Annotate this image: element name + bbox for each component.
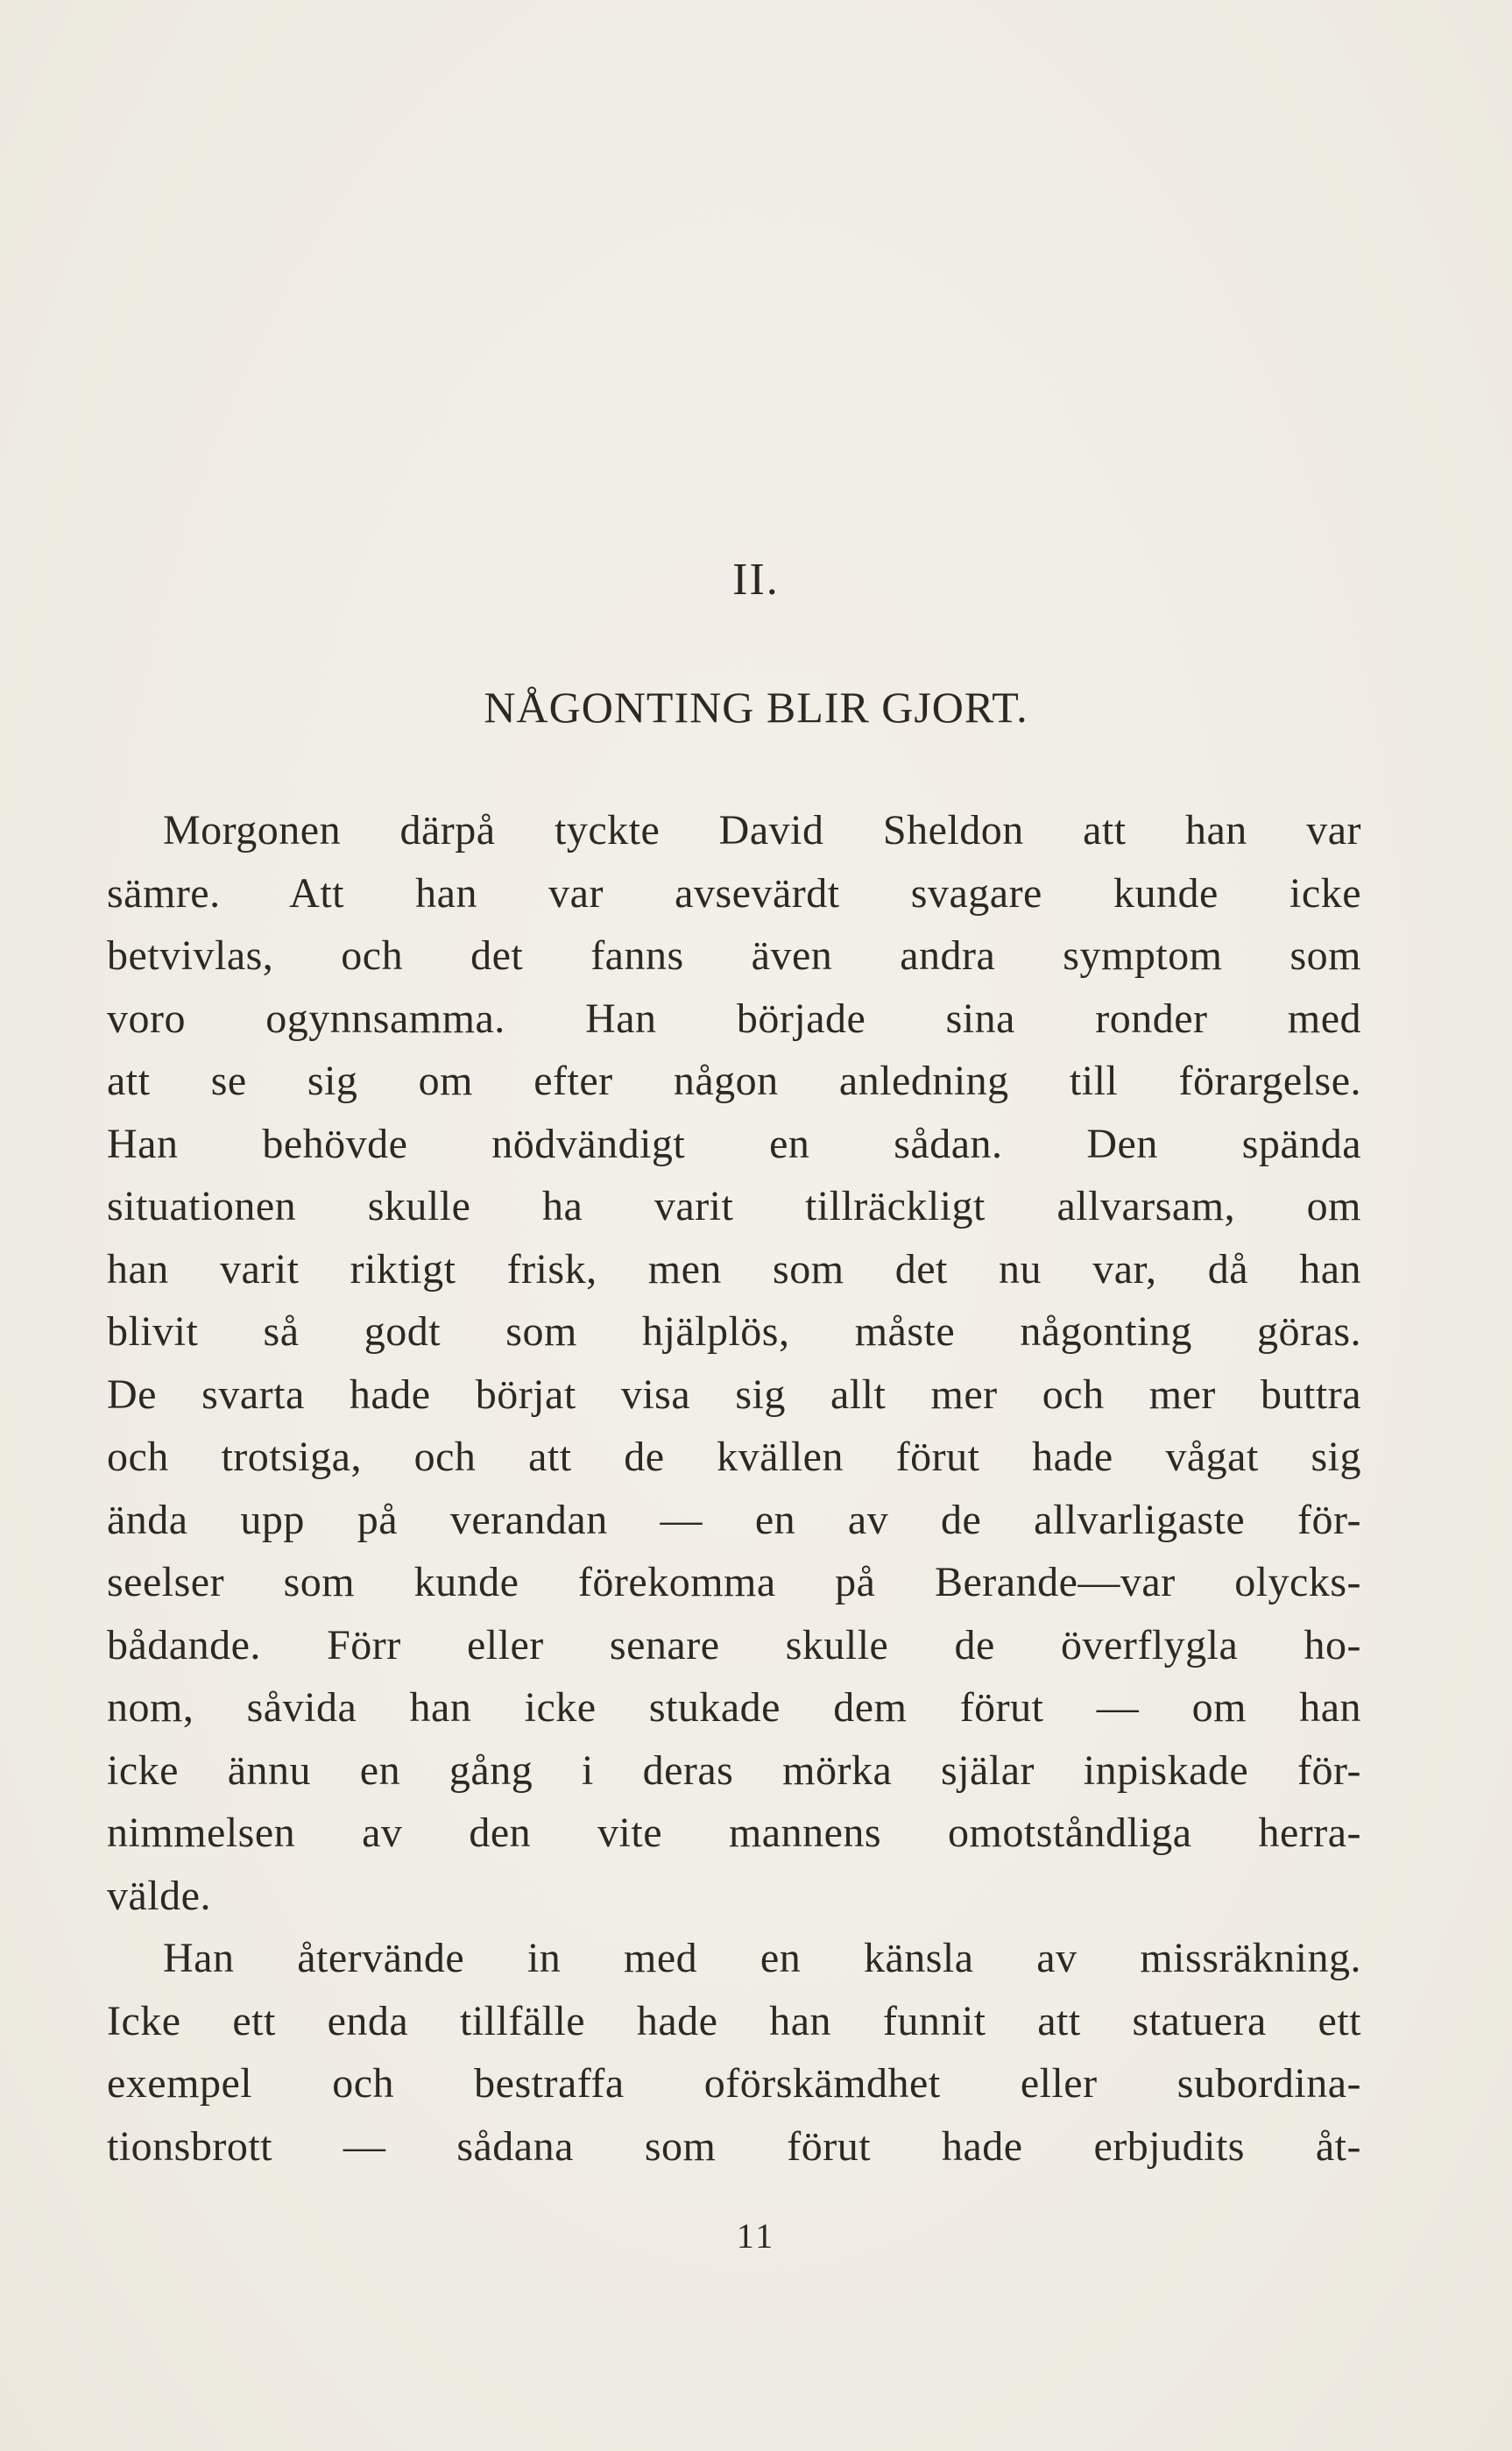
text-line: Icke ett enda tillfälle hade han funnit att statuera ett	[107, 1997, 1361, 2044]
text-line: han varit riktigt frisk, men som det nu var, då han	[107, 1245, 1361, 1293]
text-line: välde.	[107, 1872, 211, 1919]
paragraph-1	[107, 799, 1361, 1927]
text-line: nimmelsen av den vite mannens omotståndliga herra-	[107, 1810, 1361, 1856]
text-line: seelser som kunde förekomma på Berande—var olycks-	[107, 1559, 1361, 1605]
text-line: situationen skulle ha varit tillräckligt allvarsam, om	[107, 1183, 1361, 1229]
text-line: och trotsiga, och att de kvällen förut hade vågat sig	[107, 1434, 1361, 1480]
text-line: Han återvände in med en känsla av missräkning.	[163, 1935, 1361, 1981]
text-line: Han behövde nödvändigt en sådan. Den spända	[107, 1120, 1361, 1167]
page-number: 11	[736, 2216, 776, 2256]
text-line: De svarta hade börjat visa sig allt mer och mer buttra	[107, 1371, 1361, 1418]
text-line: blivit så godt som hjälplös, måste någonting göras.	[107, 1308, 1361, 1355]
text-line: att se sig om efter någon anledning till förargelse.	[107, 1058, 1361, 1104]
text-line: bådande. Förr eller senare skulle de överflygla ho-	[107, 1621, 1361, 1668]
text-line: ända upp på verandan — en av de allvarligaste för-	[107, 1496, 1361, 1543]
paragraph-2	[107, 1927, 1361, 2178]
body-text	[107, 799, 1361, 2178]
text-line: nom, såvida han icke stukade dem förut — om han	[107, 1684, 1361, 1731]
text-line: exempel och bestraffa oförskämdhet eller subordina-	[107, 2060, 1361, 2107]
text-line: voro ogynnsamma. Han började sina ronder med	[107, 995, 1361, 1042]
text-line: icke ännu en gång i deras mörka själar inpiskade för-	[107, 1746, 1361, 1794]
text-line: Morgonen därpå tyckte David Sheldon att han var	[163, 807, 1361, 854]
chapter-number: II.	[732, 555, 780, 605]
text-line: tionsbrott — sådana som förut hade erbjudits åt-	[107, 2122, 1361, 2170]
text-line: sämre. Att han var avsevärdt svagare kunde icke	[107, 869, 1361, 917]
text-line: betvivlas, och det fanns även andra symptom som	[107, 932, 1361, 979]
chapter-title: NÅGONTING BLIR GJORT.	[484, 683, 1028, 732]
